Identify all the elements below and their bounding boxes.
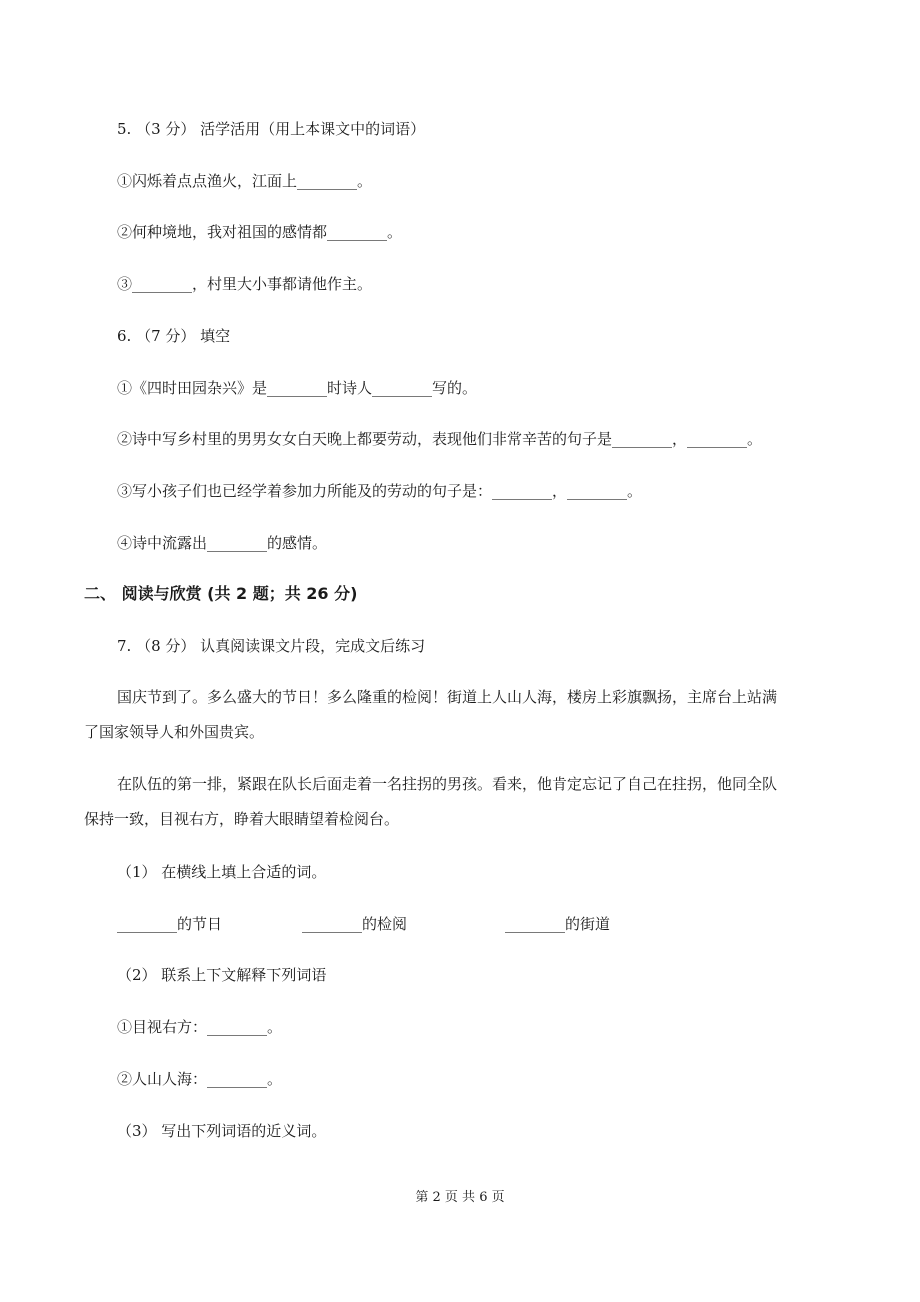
- q6-item-2: ②诗中写乡村里的男男女女白天晚上都要劳动，表现他们非常辛苦的句子是________，________。: [117, 430, 763, 448]
- q5-item-3: ③________，村里大小事都请他作主。: [117, 275, 373, 293]
- q5-item-2: ②何种境地，我对祖国的感情都________。: [117, 223, 403, 241]
- q5-item-1: ①闪烁着点点渔火，江面上________。: [117, 172, 373, 190]
- q7-sub1-title: （1） 在横线上填上合适的词。: [117, 863, 327, 881]
- q6-title: 6. （7 分） 填空: [117, 327, 231, 345]
- page-number: 第 2 页 共 6 页: [415, 1190, 505, 1205]
- q6-item-1: ①《四时田园杂兴》是________时诗人________写的。: [117, 379, 478, 397]
- section-heading: 二、 阅读与欣赏 (共 2 题；共 26 分): [84, 584, 358, 603]
- q7-sub1-blank-1: ________的节日: [117, 915, 223, 933]
- q7-sub2-title: （2） 联系上下文解释下列词语: [117, 966, 327, 984]
- q7-sub2-item-2: ②人山人海：________。: [117, 1070, 283, 1088]
- q7-passage-p2-line1: 在队伍的第一排，紧跟在队长后面走着一名拄拐的男孩。看来，他肯定忘记了自己在拄拐，他同全队: [117, 775, 778, 793]
- q6-item-4: ④诗中流露出________的感情。: [117, 534, 328, 552]
- q7-sub1-blank-2: ________的检阅: [302, 915, 408, 933]
- q6-item-3: ③写小孩子们也已经学着参加力所能及的劳动的句子是：________，________。: [117, 482, 643, 500]
- q5-title: 5. （3 分） 活学活用（用上本课文中的词语）: [117, 120, 426, 138]
- q7-passage-p1-line2: 了国家领导人和外国贵宾。: [84, 723, 265, 741]
- q7-sub1-blank-3: ________的街道: [505, 915, 611, 933]
- q7-passage-p1-line1: 国庆节到了。多么盛大的节日！多么隆重的检阅！街道上人山人海，楼房上彩旗飘扬，主席台上站满: [117, 688, 778, 706]
- q7-sub2-item-1: ①目视右方：________。: [117, 1018, 283, 1036]
- q7-title: 7. （8 分） 认真阅读课文片段，完成文后练习: [117, 637, 426, 655]
- q7-passage-p2-line2: 保持一致，目视右方，睁着大眼睛望着检阅台。: [84, 810, 400, 828]
- q7-sub3-title: （3） 写出下列词语的近义词。: [117, 1122, 327, 1140]
